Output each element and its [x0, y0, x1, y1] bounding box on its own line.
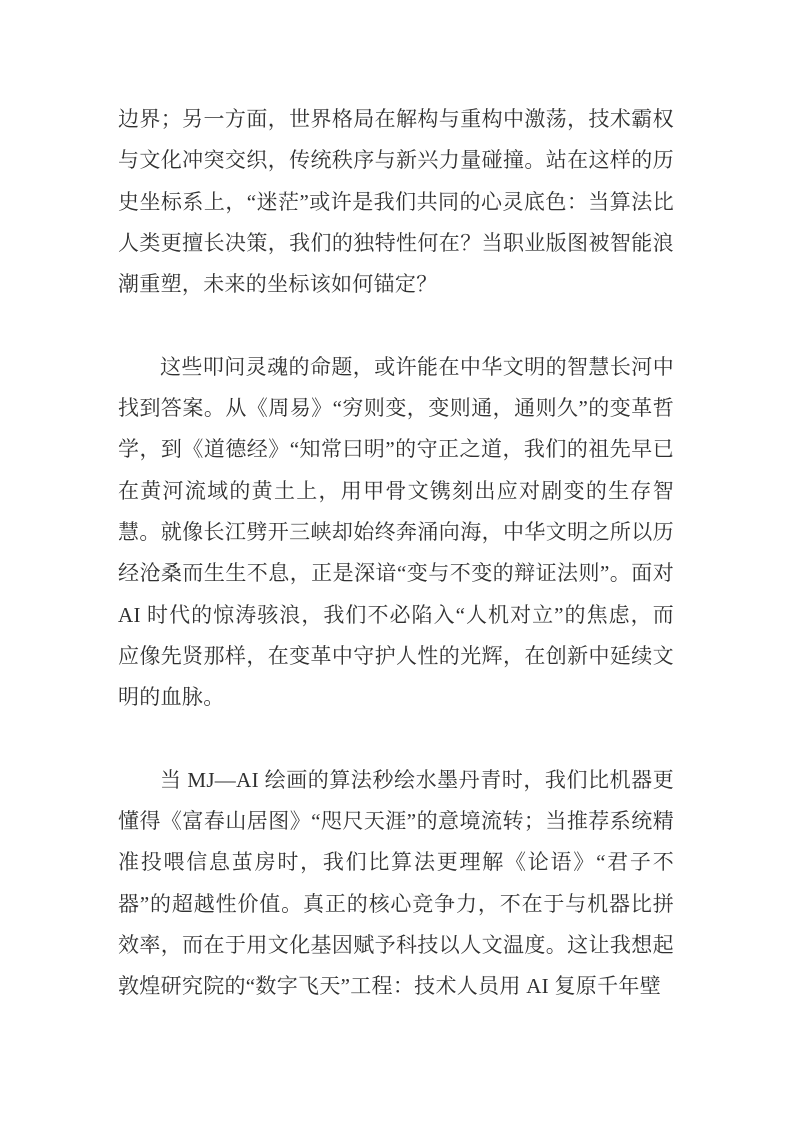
paragraph-2: 这些叩问灵魂的命题，或许能在中华文明的智慧长河中找到答案。从《周易》“穷则变，变则通，通则久”的变革哲学，到《道德经》“知常曰明”的守正之道，我们的祖先早已在黄河流域的黄土上，用甲骨文镌刻出应对剧变的生存智慧。就像长江劈开三峡却始终奔涌向海，中华文明之所以历经沧桑而生生不息，正是深谙“变与不变的辩证法则”。面对 AI 时代的惊涛骇浪，我们不必陷入“人机对立”的焦虑，而应像先贤那样，在变革中守护人性的光辉，在创新中延续文明的血脉。 — [118, 354, 674, 710]
essay-text-block — [118, 99, 674, 1008]
paragraph-3: 当 MJ—AI 绘画的算法秒绘水墨丹青时，我们比机器更懂得《富春山居图》“咫尺天涯”的意境流转；当推荐系统精准投喂信息茧房时，我们比算法更理解《论语》“君子不器”的超越性价值。真正的核心竞争力，不在于与机器比拼效率，而在于用文化基因赋予科技以人文温度。这让我想起敦煌研究院的“数字飞天”工程：技术人员用 AI 复原千年壁 — [118, 767, 674, 999]
paragraph-continued: 边界；另一方面，世界格局在解构与重构中激荡，技术霸权与文化冲突交织，传统秩序与新兴力量碰撞。站在这样的历史坐标系上，“迷茫”或许是我们共同的心灵底色：当算法比人类更擅长决策，我们的独特性何在？当职业版图被智能浪潮重塑，未来的坐标该如何锚定？ — [118, 107, 674, 297]
